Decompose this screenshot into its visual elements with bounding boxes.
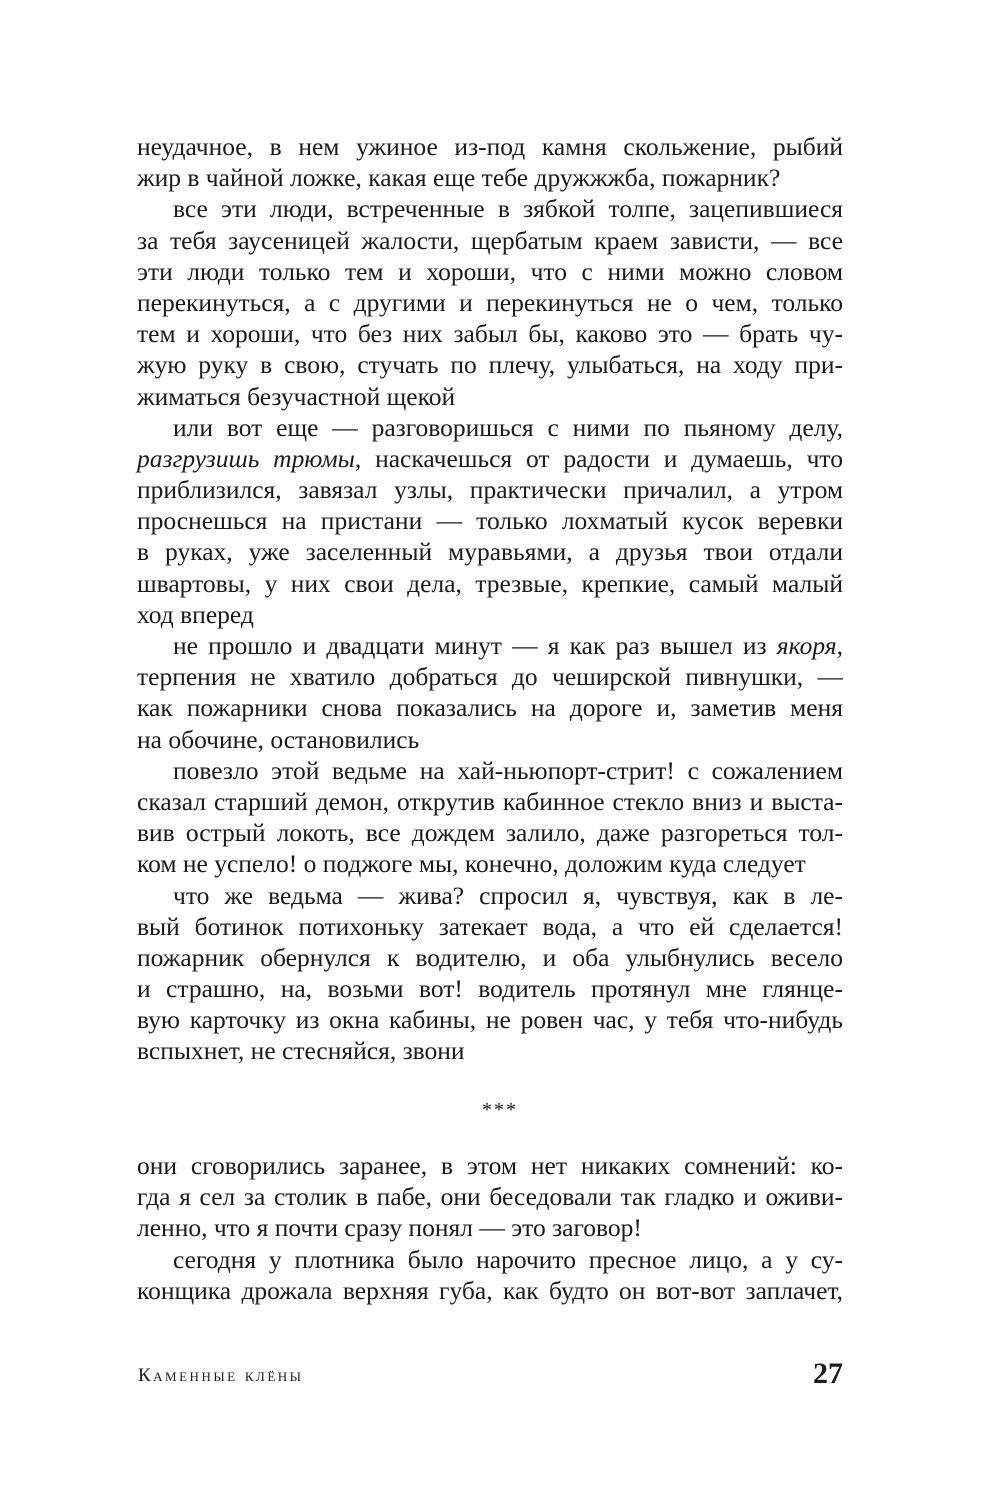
text-line <box>137 225 843 256</box>
text-segment: проснешься на пристани — только лохматый кусок веревки <box>137 506 843 536</box>
text-segment: ленно, что я почти сразу понял — это заговор! <box>137 1213 642 1243</box>
text-segment: или вот еще — разговоришься с ними по пьяному делу, <box>173 412 843 442</box>
text-segment: что же ведьма — жива? спросил я, чувствуя, как в ле- <box>173 880 843 910</box>
text-segment: тем и хороши, что без них забыл бы, каково это — брать чу- <box>137 319 843 349</box>
running-footer-title: Каменные клёны <box>138 1365 304 1386</box>
text-segment: жир в чайной ложке, какая еще тебе дружжжба, пожарник? <box>137 163 781 193</box>
text-line <box>137 536 843 567</box>
text-line <box>137 661 843 692</box>
text-line <box>137 724 843 755</box>
text-line <box>137 755 843 786</box>
text-segment: эти люди только тем и хороши, что с ними можно словом <box>137 256 843 286</box>
text-segment: сегодня у плотника было нарочито пресное лицо, а у су- <box>173 1244 843 1274</box>
text-line <box>137 848 843 879</box>
text-segment: за тебя заусеницей жалости, щербатым краем зависти, — все <box>137 225 843 255</box>
text-segment: , <box>836 631 843 660</box>
body-text-top <box>137 131 843 1067</box>
text-line <box>137 942 843 973</box>
text-segment: вый ботинок потихоньку затекает вода, а что ей сделается! <box>137 911 843 941</box>
text-segment: они сговорились заранее, в этом нет никаких сомнений: ко- <box>137 1151 843 1180</box>
text-line <box>137 256 843 287</box>
text-line <box>137 131 843 162</box>
text-line <box>137 162 843 193</box>
text-segment: неудачное, в нем ужиное из-под камня скольжение, рыбий <box>137 132 843 161</box>
text-segment: ком не успело! о поджоге мы, конечно, доложим куда следует <box>137 849 806 879</box>
text-line <box>137 973 843 1004</box>
section-divider: *** <box>482 1099 518 1121</box>
text-segment: пожарник обернулся к водителю, и оба улыбнулись весело <box>137 942 843 972</box>
text-segment: в руках, уже заселенный муравьями, а друзья твои отдали <box>137 537 843 567</box>
text-segment: вспыхнет, не стесняйся, звони <box>137 1036 465 1066</box>
text-line <box>137 1004 843 1035</box>
text-line <box>137 1035 843 1066</box>
text-segment: на обочине, остановились <box>137 724 420 754</box>
text-line <box>137 1150 843 1181</box>
text-line <box>137 630 843 661</box>
text-segment: перекинуться, а с другими и перекинуться не о чем, только <box>137 287 843 317</box>
italic-text-segment: якоря <box>776 631 837 660</box>
text-segment: не прошло и двадцати минут — я как раз вышел из <box>173 631 777 660</box>
text-line <box>137 880 843 911</box>
text-line <box>137 349 843 380</box>
text-segment: жиматься безучастной щекой <box>137 381 456 411</box>
body-text-bottom <box>137 1150 843 1306</box>
text-line <box>137 287 843 318</box>
text-line <box>137 1275 843 1306</box>
text-line <box>137 568 843 599</box>
text-segment: сказал старший демон, открутив кабинное стекло вниз и выста- <box>137 786 843 816</box>
text-segment: вив острый локоть, все дождем залило, даже разгореться тол- <box>137 818 843 848</box>
text-line <box>137 193 843 224</box>
text-segment: и страшно, на, возьми вот! водитель протянул мне глянце- <box>137 974 843 1004</box>
text-line <box>137 443 843 474</box>
text-line <box>137 1244 843 1275</box>
text-line <box>137 599 843 630</box>
text-line <box>137 911 843 942</box>
text-segment: приблизился, завязал узлы, практически причалил, а утром <box>137 475 843 505</box>
text-segment: жую руку в свою, стучать по плечу, улыбаться, на ходу при- <box>137 350 843 380</box>
text-segment: терпения не хватило добраться до чеширской пивнушки, — <box>137 662 843 692</box>
text-segment: конщика дрожала верхняя губа, как будто он вот-вот заплачет, <box>137 1275 843 1305</box>
text-segment: гда я сел за столик в пабе, они беседовали так гладко и оживи- <box>137 1182 843 1212</box>
text-line <box>137 474 843 505</box>
text-segment: все эти люди, встреченные в зябкой толпе, зацепившиеся <box>173 194 843 224</box>
text-line <box>137 381 843 412</box>
text-segment: повезло этой ведьме на хай-ньюпорт-стрит! с сожалением <box>173 755 843 785</box>
text-line <box>137 1181 843 1212</box>
text-segment: швартовы, у них свои дела, трезвые, крепкие, самый малый <box>137 568 843 598</box>
text-line <box>137 505 843 536</box>
text-line <box>137 692 843 723</box>
text-line <box>137 786 843 817</box>
text-segment: вую карточку из окна кабины, не ровен час, у тебя что-нибудь <box>137 1005 843 1035</box>
text-line <box>137 412 843 443</box>
page-number: 27 <box>813 1357 843 1390</box>
text-segment: , наскачешься от радости и думаешь, что <box>354 443 843 473</box>
text-line <box>137 1212 843 1243</box>
text-line <box>137 318 843 349</box>
text-segment: как пожарники снова показались на дороге и, заметив меня <box>137 693 843 723</box>
text-line <box>137 817 843 848</box>
italic-text-segment: разгрузишь трюмы <box>137 443 355 473</box>
text-segment: ход вперед <box>137 599 254 629</box>
